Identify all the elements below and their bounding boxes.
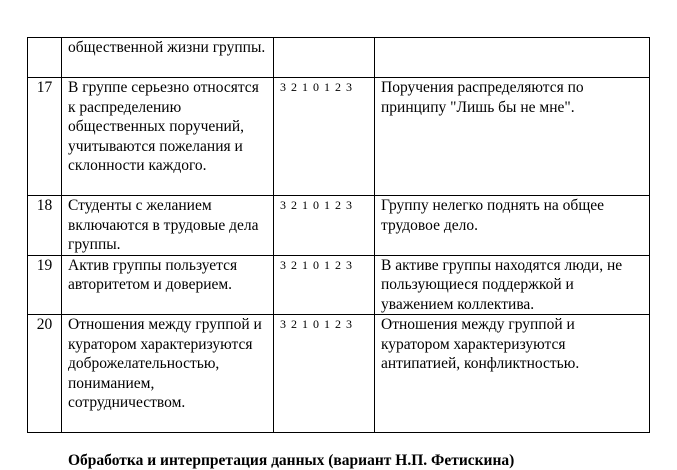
row-number — [28, 38, 62, 78]
rating-scale: 3 2 1 0 1 2 3 — [274, 196, 375, 256]
row-number: 20 — [28, 315, 62, 433]
row-number: 17 — [28, 78, 62, 196]
positive-statement: общественной жизни группы. — [62, 38, 274, 78]
negative-statement: Группу нелегко поднять на общее трудовое дело. — [375, 196, 650, 256]
rating-scale: 3 2 1 0 1 2 3 — [274, 78, 375, 196]
negative-statement: Отношения между группой и куратором характеризуются антипатией, конфликтностью. — [375, 315, 650, 433]
rating-scale: 3 2 1 0 1 2 3 — [274, 255, 375, 315]
negative-statement — [375, 38, 650, 78]
rating-scale — [274, 38, 375, 78]
negative-statement: Поручения распределяются по принципу "Лишь бы не мне". — [375, 78, 650, 196]
negative-statement: В активе группы находятся люди, не пользующиеся поддержкой и уважением коллектива. — [375, 255, 650, 315]
table-row — [28, 78, 650, 196]
section-heading: Обработка и интерпретация данных (вариант Н.П. Фетискина) — [68, 452, 515, 469]
row-number: 18 — [28, 196, 62, 256]
positive-statement: Отношения между группой и куратором характеризуются доброжелательностью, пониманием, сотрудничеством. — [62, 315, 274, 433]
table-row — [28, 315, 650, 433]
positive-statement: В группе серьезно относятся к распределению общественных поручений, учитываются пожелания и склонности каждого. — [62, 78, 274, 196]
positive-statement: Студенты с желанием включаются в трудовые дела группы. — [62, 196, 274, 256]
assessment-table — [27, 37, 650, 433]
positive-statement: Актив группы пользуется авторитетом и доверием. — [62, 255, 274, 315]
table-row — [28, 255, 650, 315]
row-number: 19 — [28, 255, 62, 315]
table-row — [28, 196, 650, 256]
table-row — [28, 38, 650, 78]
rating-scale: 3 2 1 0 1 2 3 — [274, 315, 375, 433]
